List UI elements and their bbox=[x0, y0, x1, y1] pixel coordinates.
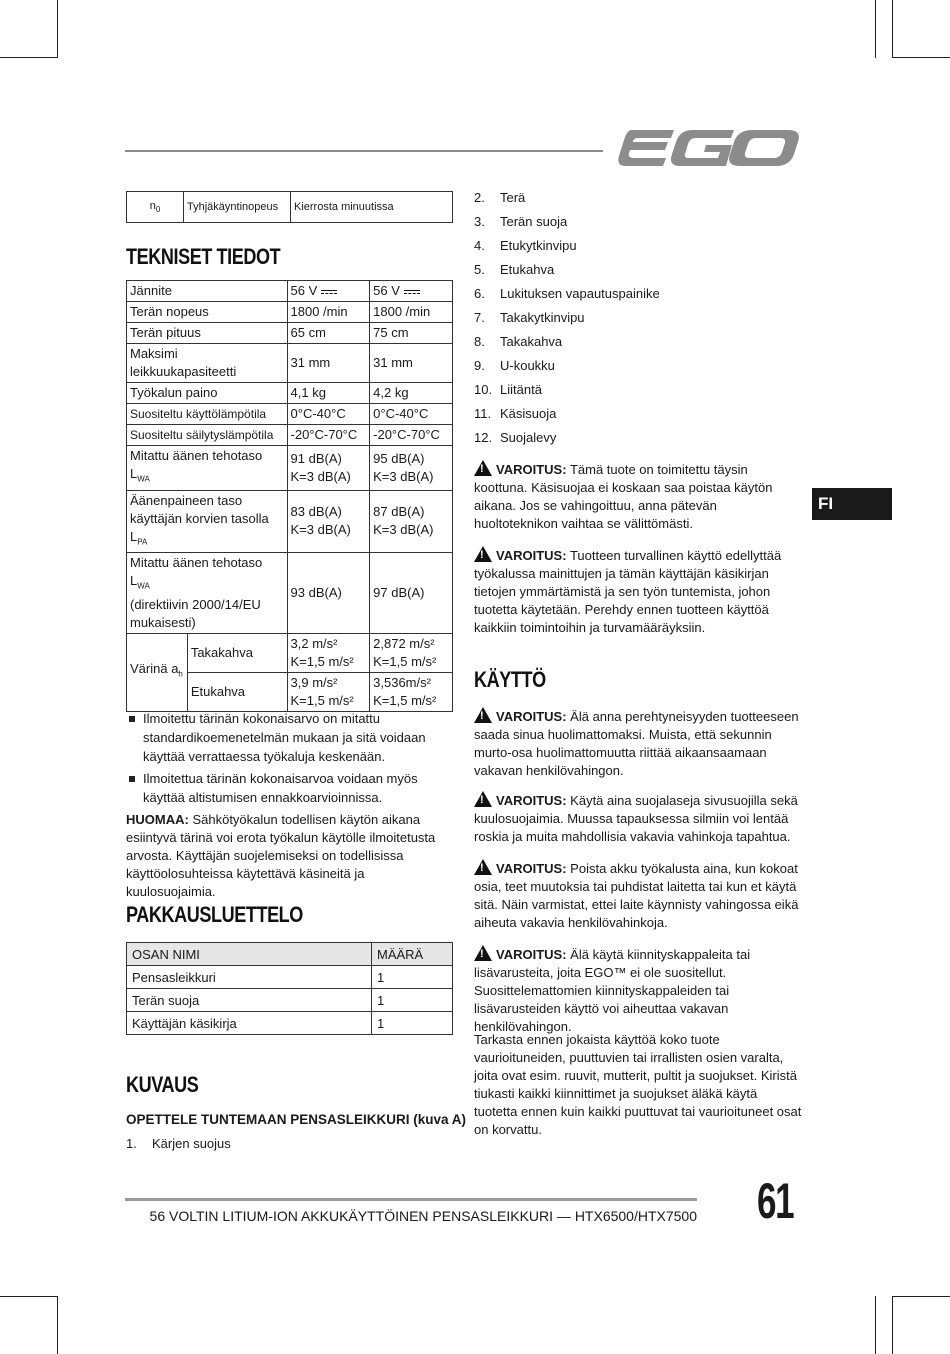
list-item: 11. Käsisuoja bbox=[474, 406, 557, 421]
symbol-table bbox=[126, 191, 453, 223]
warning-icon bbox=[474, 460, 492, 476]
pack-table bbox=[126, 942, 453, 1035]
item-text: Kärjen suojus bbox=[152, 1136, 231, 1151]
crop-mark bbox=[57, 0, 58, 58]
spec-value: 31 mm bbox=[370, 344, 453, 383]
table-row bbox=[127, 989, 453, 1012]
list-item: Ilmoitettua tärinän kokonaisarvoa voidaan myös käyttää altistumisen ennakkoarvioinnissa. bbox=[126, 769, 426, 807]
spec-value: 0°C-40°C bbox=[287, 404, 370, 425]
note-paragraph bbox=[126, 811, 454, 901]
header-rule bbox=[125, 150, 603, 152]
spec-value: 95 dB(A) K=3 dB(A) bbox=[370, 446, 453, 491]
list-item: 7. Takakytkinvipu bbox=[474, 310, 585, 325]
warning-block: !VAROITUS: Poista akku työkalusta aina, kun kokoat osia, teet muutoksia tai puhdistat laitetta tai kun et käytä sitä. Näin varmistat, ettei laite käynnisty vahingossa eikä aiheuta vakavia henkilövahinkoja. bbox=[474, 859, 804, 932]
crop-mark bbox=[892, 57, 950, 58]
pack-item-qty: 1 bbox=[372, 1012, 453, 1035]
list-item bbox=[126, 1136, 231, 1151]
desc-subtitle: OPETTELE TUNTEMAAN PENSASLEIKKURI (kuva A) bbox=[126, 1112, 467, 1127]
warning-icon bbox=[474, 859, 492, 875]
spec-value: 87 dB(A) K=3 dB(A) bbox=[370, 490, 453, 553]
spec-value: 1800 /min bbox=[370, 302, 453, 323]
warning-block: !VAROITUS: Tuotteen turvallinen käyttö edellyttää työkalussa mainittujen ja tämän käyttäjän käsikirjan tietojen ymmärtämistä ja sen työn tuntemista, johon tuotetta käytetään. Perehdy ennen tuotteen käyttöä kaikkiin toimintoihin ja turvamääräyksiin. bbox=[474, 546, 804, 637]
spec-label: Mitattu äänen tehotaso $L_{WA}$ bbox=[127, 446, 288, 491]
crop-mark bbox=[892, 1296, 893, 1354]
list-item: Ilmoitettu tärinän kokonaisarvo on mitattu standardikoemenetelmän mukaan ja sitä voidaan käyttää verrattaessa työkaluja keskenään. bbox=[126, 709, 426, 766]
list-item: 9. U-koukku bbox=[474, 358, 555, 373]
table-row bbox=[127, 425, 453, 446]
spec-value: 56 V bbox=[370, 281, 453, 302]
crop-mark bbox=[57, 1296, 58, 1354]
symbol-name: Tyhjäkäyntinopeus bbox=[184, 192, 291, 223]
crop-mark bbox=[892, 0, 893, 58]
spec-label: Terän pituus bbox=[127, 323, 288, 344]
spec-value: 75 cm bbox=[370, 323, 453, 344]
language-tab: FI bbox=[812, 488, 892, 520]
section-title-tech: TEKNISET TIEDOT bbox=[126, 244, 281, 269]
parts-list bbox=[474, 186, 804, 450]
section-title-pack: PAKKAUSLUETTELO bbox=[126, 902, 303, 927]
list-item: 6. Lukituksen vapautuspainike bbox=[474, 286, 660, 301]
table-row bbox=[127, 446, 453, 491]
section-title-desc: KUVAUS bbox=[126, 1072, 199, 1097]
spec-label: Jännite bbox=[127, 281, 288, 302]
table-row bbox=[127, 1012, 453, 1035]
spec-label: Mitattu äänen tehotaso $L_{WA}$ (direktiivin 2000/14/EU mukaisesti) bbox=[127, 553, 288, 634]
spec-label: Värinä $a_h$ bbox=[127, 633, 188, 711]
list-item: 12. Suojalevy bbox=[474, 430, 557, 445]
item-number: 1. bbox=[126, 1136, 137, 1151]
spec-sublabel: Takakahva bbox=[187, 633, 287, 672]
warning-icon bbox=[474, 791, 492, 807]
warning-icon bbox=[474, 945, 492, 961]
spec-value: 2,872 m/s² K=1,5 m/s² bbox=[370, 633, 453, 672]
dc-symbol-icon bbox=[321, 290, 337, 294]
spec-value: -20°C-70°C bbox=[287, 425, 370, 446]
crop-mark bbox=[875, 0, 876, 58]
pack-item-qty: 1 bbox=[372, 989, 453, 1012]
warning-block: !VAROITUS: Tämä tuote on toimitettu täysin koottuna. Käsisuojaa ei koskaan saa poistaa käytön aikana. Jos se vahingoittuu, anna pätevän huoltoteknikon vaihtaa se välittömästi. bbox=[474, 460, 804, 533]
spec-value: 56 V bbox=[287, 281, 370, 302]
crop-mark bbox=[0, 1296, 58, 1297]
spec-value: 65 cm bbox=[287, 323, 370, 344]
spec-label: Äänenpaineen taso käyttäjän korvien tasolla $L_{PA}$ bbox=[127, 490, 288, 553]
spec-value: 4,1 kg bbox=[287, 383, 370, 404]
table-row bbox=[127, 553, 453, 634]
spec-label: Suositeltu käyttölämpötila bbox=[127, 404, 288, 425]
spec-sublabel: Etukahva bbox=[187, 672, 287, 711]
pack-item-qty: 1 bbox=[372, 966, 453, 989]
table-row bbox=[127, 490, 453, 553]
spec-value: 0°C-40°C bbox=[370, 404, 453, 425]
spec-value: 4,2 kg bbox=[370, 383, 453, 404]
table-row bbox=[127, 302, 453, 323]
pack-item-name: Pensasleikkuri bbox=[127, 966, 372, 989]
table-row bbox=[127, 323, 453, 344]
note-text: Sähkötyökalun todellisen käytön aikana esiintyvä tärinä voi erota työkalun käytölle ilmoitetusta arvosta. Käyttäjän suojelemiseksi on todellisissa käyttöolosuhteissa käytettävä käsineitä ja kuulosuojaimia. bbox=[126, 812, 436, 899]
spec-value: 91 dB(A) K=3 dB(A) bbox=[287, 446, 370, 491]
table-row bbox=[127, 633, 453, 672]
spec-label: Terän nopeus bbox=[127, 302, 288, 323]
spec-value: 1800 /min bbox=[287, 302, 370, 323]
footer-rule bbox=[125, 1198, 697, 1201]
note-label: HUOMAA: bbox=[126, 812, 189, 827]
list-item: 8. Takakahva bbox=[474, 334, 563, 349]
spec-value: 3,536m/s² K=1,5 m/s² bbox=[370, 672, 453, 711]
spec-value: 83 dB(A) K=3 dB(A) bbox=[287, 490, 370, 553]
spec-label: Maksimi leikkuukapasiteetti bbox=[127, 344, 288, 383]
crop-mark bbox=[0, 57, 58, 58]
crop-mark bbox=[892, 1296, 950, 1297]
list-item: 2. Terä bbox=[474, 190, 526, 205]
pack-item-name: Terän suoja bbox=[127, 989, 372, 1012]
warning-block: !VAROITUS: Älä käytä kiinnityskappaleita tai lisävarusteita, joita EGO™ ei ole suositellut. Suosittelemattomien kiinnityskappaleiden tai lisävarusteiden käyttö voi aiheuttaa vakavan henkilövahingon. bbox=[474, 945, 804, 1036]
spec-label: Suositeltu säilytyslämpötila bbox=[127, 425, 288, 446]
spec-value: 31 mm bbox=[287, 344, 370, 383]
warning-block: !VAROITUS: Älä anna perehtyneisyyden tuotteeseen saada sinua huolimattomaksi. Muista, että sekunnin murto-osa huolimattomuutta riittää aikaansaamaan vakavan henkilövahingon. bbox=[474, 707, 804, 780]
section-title-use: KÄYTTÖ bbox=[474, 667, 546, 692]
list-item: 4. Etukytkinvipu bbox=[474, 238, 577, 253]
spec-value: 93 dB(A) bbox=[287, 553, 370, 634]
footer-title: 56 VOLTIN LITIUM-ION AKKUKÄYTTÖINEN PENSASLEIKKURI — HTX6500/HTX7500 bbox=[149, 1208, 697, 1224]
list-item: 10. Liitäntä bbox=[474, 382, 542, 397]
list-item: 5. Etukahva bbox=[474, 262, 555, 277]
pack-item-name: Käyttäjän käsikirja bbox=[127, 1012, 372, 1035]
spec-label: Työkalun paino bbox=[127, 383, 288, 404]
warning-block: !VAROITUS: Käytä aina suojalaseja sivusuojilla sekä kuulosuojaimia. Muussa tapauksessa silmiin voi lentää roskia ja muita mahdollisia vakavia vahinkoja tapahtua. bbox=[474, 791, 804, 846]
table-row bbox=[127, 344, 453, 383]
notes-list bbox=[126, 709, 426, 810]
warning-icon bbox=[474, 707, 492, 723]
symbol-unit: Kierrosta minuutissa bbox=[291, 192, 453, 223]
table-row bbox=[127, 192, 453, 223]
ego-logo bbox=[618, 128, 800, 172]
column-header: OSAN NIMI bbox=[127, 943, 372, 966]
table-row bbox=[127, 383, 453, 404]
spec-value: 97 dB(A) bbox=[370, 553, 453, 634]
spec-value: -20°C-70°C bbox=[370, 425, 453, 446]
table-row bbox=[127, 966, 453, 989]
use-paragraph: Tarkasta ennen jokaista käyttöä koko tuote vaurioituneiden, puuttuvien tai irrallisten osien varalta, joita ovat esim. ruuvit, mutterit, pultit ja suojukset. Kiristä tiukasti kaikki kiinnittimet ja suojukset äläkä käytä tuotetta ennen kuin kaikki puuttuvat tai vaurioituneet osat on korvattu. bbox=[474, 1032, 802, 1137]
spec-value: 3,2 m/s² K=1,5 m/s² bbox=[287, 633, 370, 672]
dc-symbol-icon bbox=[404, 290, 420, 294]
tech-spec-table bbox=[126, 280, 453, 712]
column-header: MÄÄRÄ bbox=[372, 943, 453, 966]
spec-value: 3,9 m/s² K=1,5 m/s² bbox=[287, 672, 370, 711]
table-row bbox=[127, 404, 453, 425]
table-header-row bbox=[127, 943, 453, 966]
table-row bbox=[127, 281, 453, 302]
symbol-cell: $n_0$ bbox=[127, 192, 184, 223]
crop-mark bbox=[875, 1296, 876, 1354]
warning-icon bbox=[474, 546, 492, 562]
page-number: 61 bbox=[757, 1173, 794, 1229]
list-item: 3. Terän suoja bbox=[474, 214, 568, 229]
